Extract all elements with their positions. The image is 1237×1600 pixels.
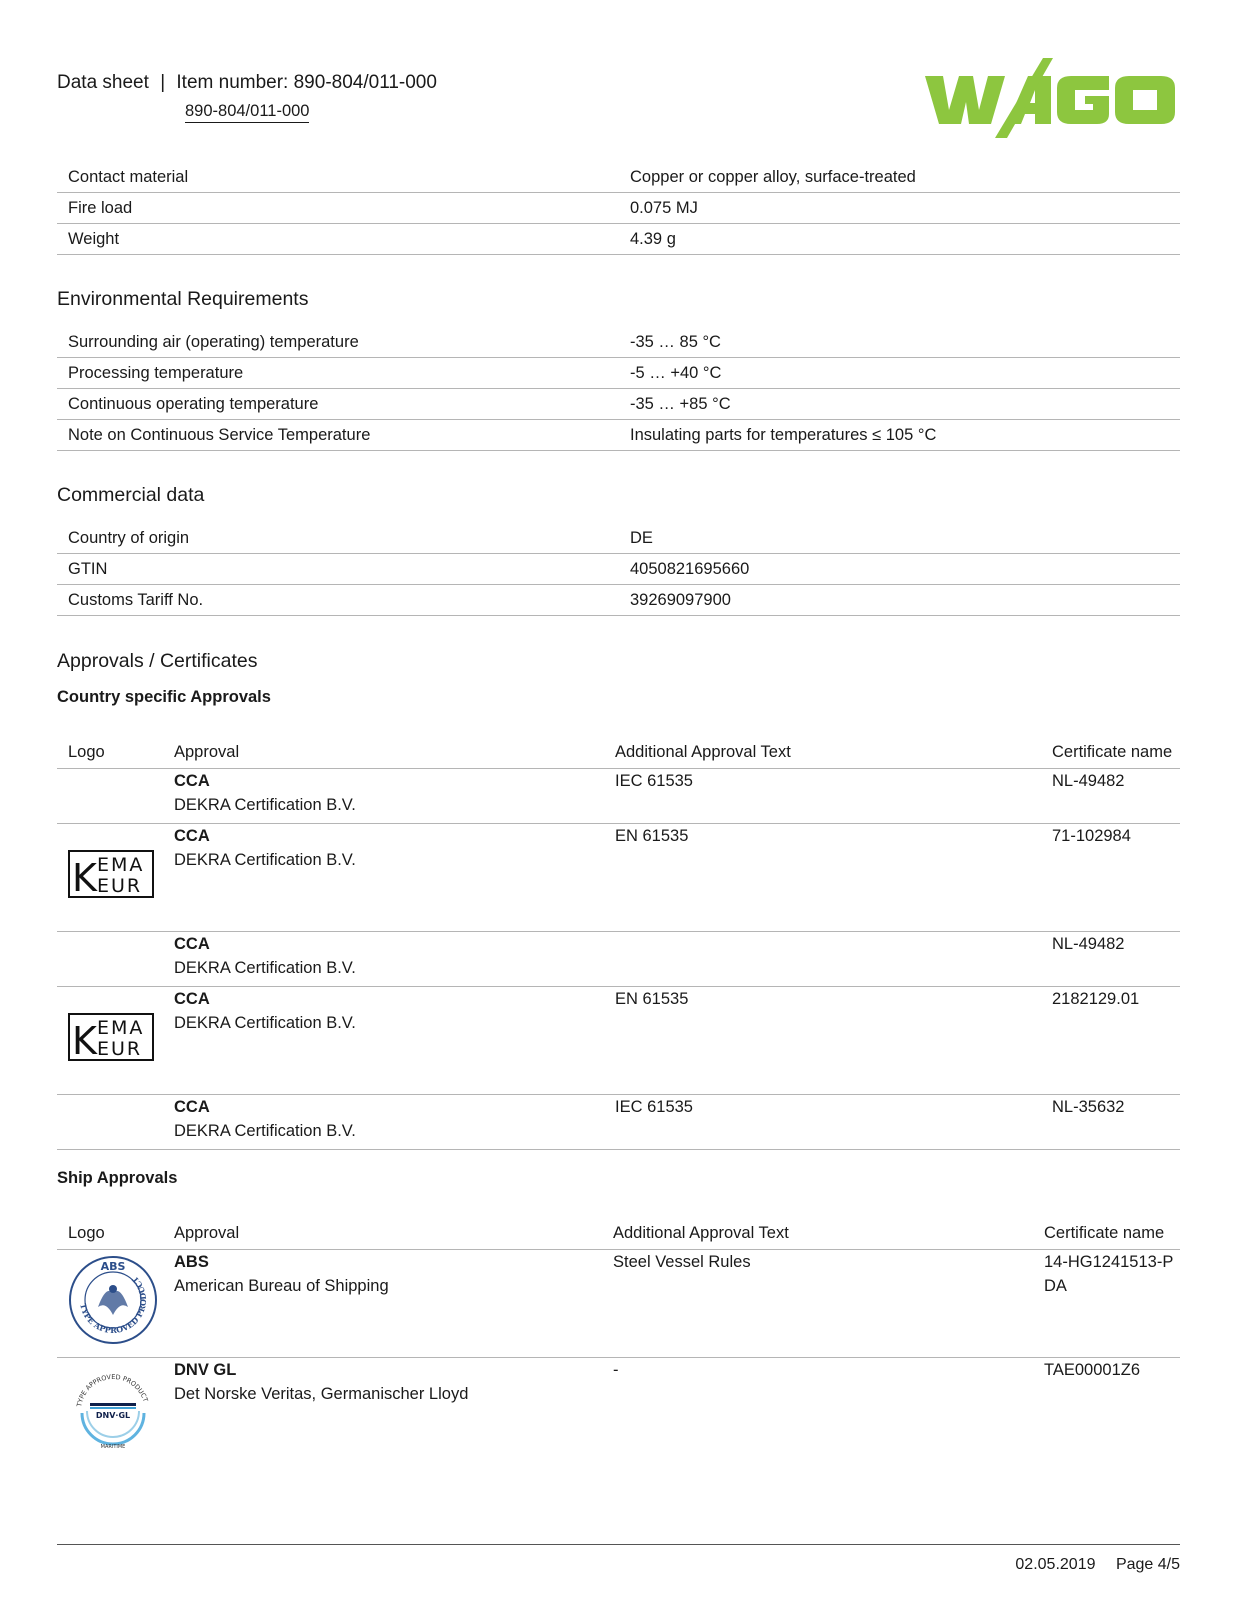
svg-text:K: K [72,855,97,898]
additional-text: IEC 61535 [615,768,1052,823]
footer-page-number: Page 4/5 [1115,1556,1180,1573]
approval-org: DEKRA Certification B.V. [174,795,356,814]
property-value: -5 … +40 °C [619,358,1180,389]
property-label: Processing temperature [57,358,619,389]
property-label: Surrounding air (operating) temperature [57,327,619,358]
table-row [57,358,1180,389]
kema-keur-logo [68,1013,154,1061]
table-row [57,931,1180,986]
table-row [57,768,1180,823]
dnv-gl-logo [68,1363,158,1453]
svg-text:K: K [72,1018,97,1061]
header-additional-text: Additional Approval Text [615,715,1052,768]
property-value: 4050821695660 [619,554,1180,585]
table-row [57,193,1180,224]
item-number-link[interactable]: 890-804/011-000 [185,101,309,123]
property-label: Fire load [57,193,619,224]
additional-text: EN 61535 [615,823,1052,931]
table-row [57,420,1180,451]
svg-text:EUR: EUR [97,874,143,897]
country-approvals-table [57,715,1180,1150]
property-value: -35 … +85 °C [619,389,1180,420]
abs-logo [68,1255,158,1345]
document-title [57,72,437,94]
property-value: Copper or copper alloy, surface-treated [619,162,1180,193]
table-row [57,1357,1180,1465]
environmental-table [57,327,1180,451]
approval-name: CCA [174,989,210,1008]
table-header-row [57,1196,1180,1249]
property-label: Customs Tariff No. [57,585,619,616]
approval-name: CCA [174,826,210,845]
property-value: Insulating parts for temperatures ≤ 105 °C [619,420,1180,451]
property-label: Weight [57,224,619,255]
approval-cell [174,931,615,986]
ship-approvals-table [57,1196,1180,1465]
approval-cell [174,1249,613,1357]
table-row [57,986,1180,1094]
approval-cell [174,986,615,1094]
approval-org: DEKRA Certification B.V. [174,1013,356,1032]
commercial-heading: Commercial data [57,484,205,506]
wago-logo [925,58,1180,143]
approval-org: DEKRA Certification B.V. [174,850,356,869]
property-label: GTIN [57,554,619,585]
svg-text:EMA: EMA [97,1016,145,1039]
property-value: 0.075 MJ [619,193,1180,224]
approval-name: CCA [174,771,210,790]
svg-text:DNV·GL: DNV·GL [95,1410,131,1420]
logo-cell [57,823,174,931]
certificate-name: 71-102984 [1052,823,1180,931]
certificate-name: 2182129.01 [1052,986,1180,1094]
header-logo: Logo [57,715,174,768]
item-number-label: Item number: 890-804/011-000 [176,72,437,93]
title-prefix: Data sheet [57,72,149,93]
footer-date: 02.05.2019 [1015,1556,1096,1573]
svg-text:EUR: EUR [97,1037,143,1060]
approval-name: CCA [174,934,210,953]
logo-cell [57,1249,174,1357]
property-value: 39269097900 [619,585,1180,616]
property-label: Country of origin [57,523,619,554]
header-logo: Logo [57,1196,174,1249]
table-row [57,523,1180,554]
commercial-table [57,523,1180,616]
approval-name: DNV GL [174,1360,237,1379]
approval-cell [174,1357,613,1465]
header-approval: Approval [174,715,615,768]
logo-cell [57,768,174,823]
approval-org: DEKRA Certification B.V. [174,958,356,977]
header-certificate-name: Certificate name [1044,1196,1180,1249]
table-header-row [57,715,1180,768]
logo-cell [57,931,174,986]
approval-org: DEKRA Certification B.V. [174,1121,356,1140]
additional-text: - [613,1360,619,1379]
approval-name: ABS [174,1252,209,1271]
svg-text:TYPE APPROVED PRODUCT: TYPE APPROVED PRODUCT [75,1372,150,1408]
environmental-heading: Environmental Requirements [57,288,309,310]
property-value: DE [619,523,1180,554]
logo-cell [57,1357,174,1465]
table-row [57,585,1180,616]
certificate-name: NL-49482 [1052,768,1180,823]
table-row [57,162,1180,193]
certificate-name: NL-35632 [1052,1094,1180,1149]
footer-divider [57,1544,1180,1545]
table-row [57,224,1180,255]
approval-cell [174,823,615,931]
kema-keur-logo [68,850,154,898]
table-row [57,327,1180,358]
logo-cell [57,986,174,1094]
header-approval: Approval [174,1196,613,1249]
title-separator: | [160,72,166,93]
table-row [57,389,1180,420]
country-approvals-heading: Country specific Approvals [57,688,271,706]
approval-cell [174,1094,615,1149]
header-additional-text: Additional Approval Text [613,1196,1044,1249]
approval-cell [174,768,615,823]
additional-text [615,931,1052,986]
property-label: Continuous operating temperature [57,389,619,420]
approval-org: Det Norske Veritas, Germanischer Lloyd [174,1384,469,1403]
svg-text:MARITIME: MARITIME [100,1443,126,1450]
table-row [57,823,1180,931]
svg-text:TYPE APPROVED PRODUCT: TYPE APPROVED PRODUCT [78,1274,149,1335]
table-row [57,1094,1180,1149]
svg-text:EMA: EMA [97,853,145,876]
certificate-name: 14-HG1241513-PDA [1044,1249,1180,1357]
page-footer [1015,1556,1180,1574]
property-value: -35 … 85 °C [619,327,1180,358]
approval-name: CCA [174,1097,210,1116]
property-value: 4.39 g [619,224,1180,255]
table-row [57,1249,1180,1357]
approval-org: American Bureau of Shipping [174,1276,389,1295]
property-label: Note on Continuous Service Temperature [57,420,619,451]
certificate-name: TAE00001Z6 [1044,1360,1141,1379]
table-row [57,554,1180,585]
general-properties-table [57,162,1180,255]
svg-text:ABS: ABS [100,1259,126,1273]
logo-cell [57,1094,174,1149]
property-label: Contact material [57,162,619,193]
approvals-heading: Approvals / Certificates [57,650,258,672]
certificate-name: NL-49482 [1052,931,1180,986]
ship-approvals-heading: Ship Approvals [57,1169,178,1187]
additional-text: EN 61535 [615,986,1052,1094]
additional-text: IEC 61535 [615,1094,1052,1149]
additional-text: Steel Vessel Rules [613,1249,1044,1357]
header-certificate-name: Certificate name [1052,715,1180,768]
